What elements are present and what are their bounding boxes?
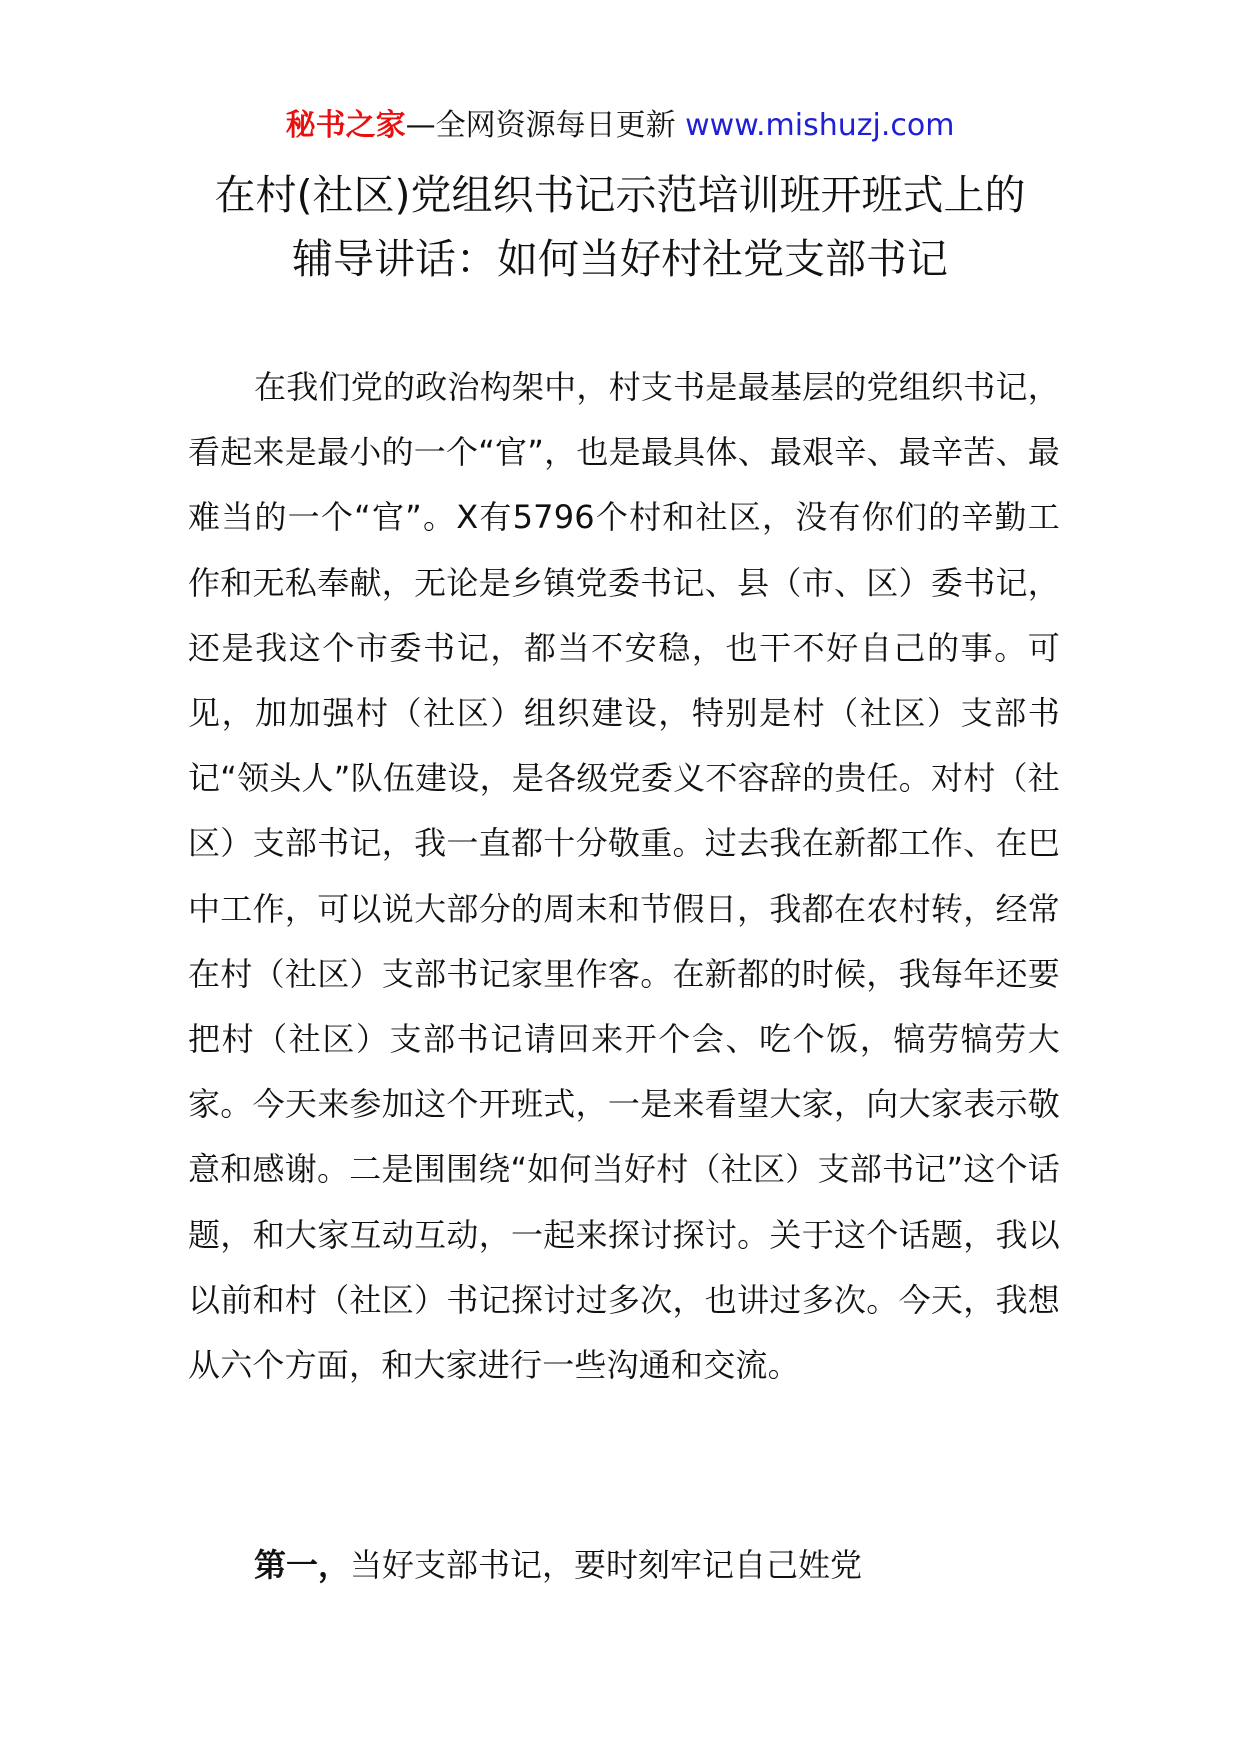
- site-brand: 秘书之家: [285, 108, 406, 143]
- section-heading-text: 当好支部书记，要时刻牢记自己姓党: [350, 1546, 863, 1584]
- document-title-line-1: 在村(社区)党组织书记示范培训班开班式上的: [214, 171, 1026, 219]
- site-header: [0, 104, 1240, 148]
- site-url-link[interactable]: www.mishuzj.com: [685, 108, 955, 143]
- site-tagline: —全网资源每日更新: [405, 108, 676, 143]
- section-heading-lead: 第一，: [254, 1546, 351, 1584]
- document-body: [188, 355, 1060, 1398]
- document-title-line-2: 辅导讲话：如何当好村社党支部书记: [292, 235, 948, 283]
- section-heading-1: [254, 1533, 862, 1598]
- body-paragraph: 在我们党的政治构架中，村支书是最基层的党组织书记，看起来是最小的一个“官”，也是最具体、最艰辛、最辛苦、最难当的一个“官”。X有5796个村和社区，没有你们的辛勤工作和无私奉献，无论是乡镇党委书记、县（市、区）委书记，还是我这个市委书记，都当不安稳，也干不好自己的事。可见，加加强村（社区）组织建设，特别是村（社区）支部书记“领头人”队伍建设，是各级党委义不容辞的贵任。对村（社区）支部书记，我一直都十分敬重。过去我在新都工作、在巴中工作，可以说大部分的周末和节假日，我都在农村转，经常在村（社区）支部书记家里作客。在新都的时候，我每年还要把村（社区）支部书记请回来开个会、吃个饭，犒劳犒劳大家。今天来参加这个开班式，一是来看望大家，向大家表示敬意和感谢。二是围围绕“如何当好村（社区）支部书记”这个话题，和大家互动互动，一起来探讨探讨。关于这个话题，我以以前和村（社区）书记探讨过多次，也讲过多次。今天，我想从六个方面，和大家进行一些沟通和交流。: [188, 368, 1060, 1385]
- document-title: [0, 163, 1240, 291]
